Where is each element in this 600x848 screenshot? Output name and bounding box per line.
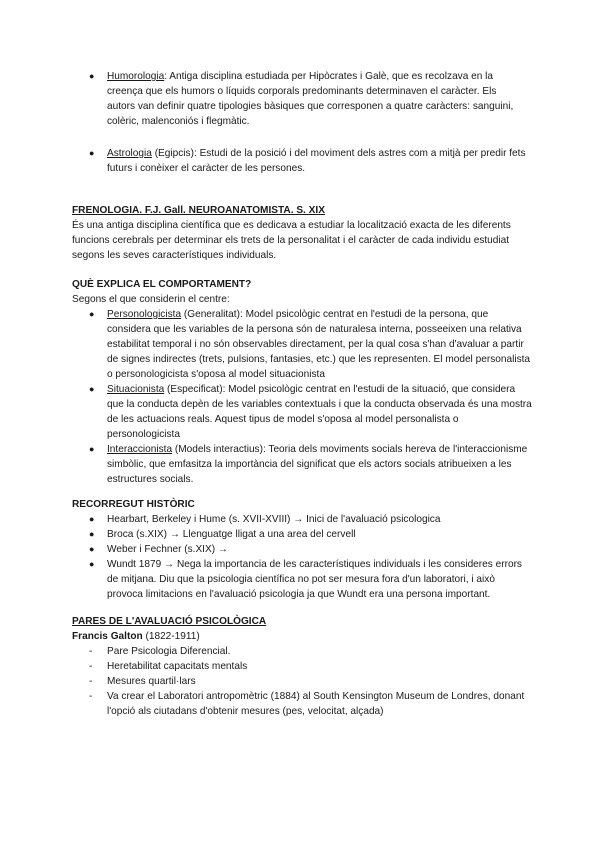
list-item xyxy=(89,382,532,442)
dash-icon: - xyxy=(89,691,93,702)
list-item xyxy=(89,146,527,176)
item-text: Wundt 1879 → Nega la importancia de les característiques individuals i les consideres errors de mitjana. Diu que la psicologia científica no pot ser mesura fora d'un laboratori, i això provoca limitacions en l'avaluació psicologia ja que Wundt era una persona important. xyxy=(107,559,522,600)
item-text: Hearbart, Berkeley i Hume (s. XVII-XVIII) → Inici de l'avaluació psicologica xyxy=(107,514,441,525)
item-text: (Models interactius): Teoria dels moviments socials hereva de l'interaccionisme simbòlic, que emfasitza la importància del significat que els actors socials atribueixen a les estructures socials. xyxy=(107,444,528,485)
item-text: Va crear el Laboratori antropomètric (1884) al South Kensington Museum de Londres, donant l'opció als ciutadans d'obtenir mesures (pes, velocitat, alçada) xyxy=(107,691,525,717)
item-text: Weber i Fechner (s.XIX) → xyxy=(107,544,228,555)
models-list xyxy=(89,307,532,487)
paragraph-que-explica-intro: Segons el que considerin el centre: xyxy=(72,294,230,305)
item-text: Broca (s.XIX) → Llenguatge lligat a una area del cervell xyxy=(107,529,356,540)
bullet-icon: ● xyxy=(89,529,95,539)
intro-list-astrologia xyxy=(89,146,527,176)
bullet-icon: ● xyxy=(89,559,95,569)
term-link[interactable]: Situacionista xyxy=(107,384,165,395)
item-text: Pare Psicologia Diferencial. xyxy=(107,646,231,657)
dash-icon: - xyxy=(89,676,93,687)
bullet-icon: ● xyxy=(89,514,95,524)
galton-years: (1822-1911) xyxy=(142,631,200,642)
list-item xyxy=(89,689,532,719)
paragraph-frenologia: És una antiga disciplina científica que es dedicava a estudiar la localització exacta de les diferents funcions cerebrals per determinar els trets de la personalitat i el caràcter de cada individu estudiat segons les seves característiques individuals. xyxy=(72,220,511,261)
bullet-icon: ● xyxy=(89,309,95,319)
list-item xyxy=(89,557,532,602)
list-item xyxy=(89,644,532,659)
list-item xyxy=(89,512,532,527)
term-link[interactable]: Humorologia xyxy=(107,71,165,82)
bullet-icon: ● xyxy=(89,444,95,454)
galton-name: Francis Galton xyxy=(72,631,143,642)
galton-list xyxy=(89,644,532,719)
list-item xyxy=(89,527,532,542)
term-link[interactable]: Personologicista xyxy=(107,309,182,320)
list-item xyxy=(89,69,527,129)
bullet-icon: ● xyxy=(89,384,95,394)
list-item xyxy=(89,674,532,689)
item-text: (Egipcis): Estudi de la posició i del moviment dels astres com a mitjà per predir fets futurs i conèixer el caràcter de les persones. xyxy=(107,148,526,174)
list-item xyxy=(89,307,532,382)
term-link[interactable]: Astrologia xyxy=(107,148,152,159)
item-text: (Especificat): Model psicològic centrat en l'estudi de la situació, que considera que la conducta depèn de les variables contextuals i que la conducta observada és una mostra de les actuacions reals. Aquest tipus de model s'oposa al model personalista o personologicista xyxy=(107,384,532,440)
item-text: Mesures quartil·lars xyxy=(107,676,196,687)
section-heading-que-explica: QUÈ EXPLICA EL COMPORTAMENT? xyxy=(72,279,252,290)
intro-list-humorologia xyxy=(89,69,527,129)
bullet-icon: ● xyxy=(89,544,95,554)
list-item xyxy=(89,542,532,557)
section-heading-frenologia: FRENOLOGIA. F.J. Gall. NEUROANATOMISTA. S. XIX xyxy=(72,205,325,216)
item-text: Heretabilitat capacitats mentals xyxy=(107,661,248,672)
dash-icon: - xyxy=(89,646,93,657)
section-heading-recorregut: RECORREGUT HISTÒRIC xyxy=(72,499,195,510)
term-link[interactable]: Interaccionista xyxy=(107,444,173,455)
history-list xyxy=(89,512,532,602)
bullet-icon: ● xyxy=(89,148,95,158)
galton-line xyxy=(72,629,200,644)
dash-icon: - xyxy=(89,661,93,672)
section-heading-pares: PARES DE L'AVALUACIÓ PSICOLÒGICA xyxy=(72,616,267,627)
item-text: (Generalitat): Model psicològic centrat en l'estudi de la persona, que considera que les variables de la persona són de naturalesa interna, posseeixen una relativa estabilitat temporal i no són observables directament, per la qual cosa s'han d'avaluar a partir de signes indirectes (trets, pulsions, fantasies, etc.) que les representen. El model personalista o personologicista s'oposa al model situacionista xyxy=(107,309,531,380)
list-item xyxy=(89,442,532,487)
list-item xyxy=(89,659,532,674)
item-text: : Antiga disciplina estudiada per Hipòcrates i Galè, que es recolzava en la creença que els humors o líquids corporals predominants determinaven el caràcter. Els autors van definir quatre tipologies bàsiques que corresponen a quatre caràcters: sanguini, colèric, malenconiós i flegmàtic. xyxy=(107,71,514,127)
bullet-icon: ● xyxy=(89,71,95,81)
